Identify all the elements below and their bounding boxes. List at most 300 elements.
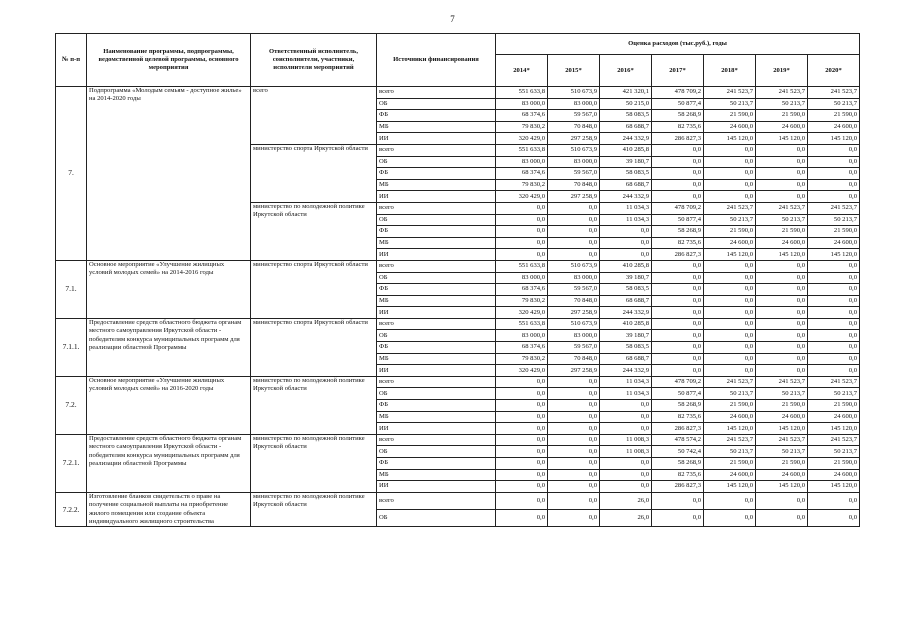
cost-value: 241 523,7 <box>756 376 808 388</box>
cost-value: 50 213,7 <box>808 446 860 458</box>
cost-value: 0,0 <box>704 342 756 354</box>
cost-value: 0,0 <box>756 353 808 365</box>
cost-value: 0,0 <box>496 237 548 249</box>
cost-value: 244 332,9 <box>600 191 652 203</box>
year-header: 2018* <box>704 55 756 87</box>
cost-value: 83 000,0 <box>548 98 600 110</box>
cost-value: 0,0 <box>652 156 704 168</box>
cost-value: 50 213,7 <box>756 214 808 226</box>
cost-value: 83 000,0 <box>548 272 600 284</box>
cost-value: 0,0 <box>808 156 860 168</box>
cost-value: 0,0 <box>652 353 704 365</box>
cost-value: 50 742,4 <box>652 446 704 458</box>
cost-value: 0,0 <box>652 342 704 354</box>
cost-value: 244 332,9 <box>600 133 652 145</box>
cost-value: 0,0 <box>548 376 600 388</box>
funding-source: ОБ <box>377 98 496 110</box>
cost-value: 421 320,1 <box>600 87 652 99</box>
cost-value: 0,0 <box>704 510 756 527</box>
table-row <box>56 434 860 446</box>
cost-value: 510 673,9 <box>548 144 600 156</box>
cost-value: 0,0 <box>704 330 756 342</box>
cost-value: 83 000,0 <box>496 330 548 342</box>
cost-value: 82 735,6 <box>652 469 704 481</box>
cost-value: 0,0 <box>756 144 808 156</box>
cost-value: 50 215,0 <box>600 98 652 110</box>
cost-value: 0,0 <box>808 510 860 527</box>
cost-value: 145 120,0 <box>704 423 756 435</box>
cost-value: 83 000,0 <box>496 98 548 110</box>
cost-value: 0,0 <box>756 318 808 330</box>
cost-value: 0,0 <box>808 191 860 203</box>
cost-value: 241 523,7 <box>756 202 808 214</box>
cost-value: 0,0 <box>652 330 704 342</box>
funding-source: всего <box>377 87 496 99</box>
cost-value: 83 000,0 <box>548 156 600 168</box>
cost-value: 82 735,6 <box>652 121 704 133</box>
cost-value: 510 673,9 <box>548 260 600 272</box>
cost-value: 50 213,7 <box>808 388 860 400</box>
cost-value: 0,0 <box>548 411 600 423</box>
cost-value: 0,0 <box>548 214 600 226</box>
cost-value: 11 034,3 <box>600 214 652 226</box>
cost-value: 50 213,7 <box>704 388 756 400</box>
header-num: № п-п <box>56 34 87 87</box>
cost-value: 79 830,2 <box>496 353 548 365</box>
cost-value: 24 600,0 <box>756 411 808 423</box>
cost-value: 0,0 <box>496 226 548 238</box>
cost-value: 478 574,2 <box>652 434 704 446</box>
cost-value: 79 830,2 <box>496 179 548 191</box>
cost-value: 21 590,0 <box>808 458 860 470</box>
cost-value: 0,0 <box>704 295 756 307</box>
cost-value: 0,0 <box>704 272 756 284</box>
cost-value: 478 709,2 <box>652 376 704 388</box>
cost-value: 0,0 <box>808 307 860 319</box>
table-row <box>56 318 860 330</box>
cost-value: 286 827,3 <box>652 481 704 493</box>
funding-source: МБ <box>377 237 496 249</box>
header-funding-source: Источники финансирования <box>377 34 496 87</box>
page-number: 7 <box>450 14 455 24</box>
cost-value: 0,0 <box>496 446 548 458</box>
cost-value: 24 600,0 <box>704 121 756 133</box>
cost-value: 241 523,7 <box>808 376 860 388</box>
cost-value: 145 120,0 <box>808 423 860 435</box>
cost-value: 26,0 <box>600 510 652 527</box>
row-number: 7.1. <box>56 260 87 318</box>
cost-value: 0,0 <box>652 492 704 509</box>
cost-value: 0,0 <box>808 144 860 156</box>
cost-value: 286 827,3 <box>652 249 704 261</box>
cost-value: 0,0 <box>496 214 548 226</box>
cost-value: 0,0 <box>704 318 756 330</box>
cost-value: 0,0 <box>496 458 548 470</box>
responsible-executor: всего <box>251 87 377 145</box>
funding-source: ФБ <box>377 226 496 238</box>
cost-value: 241 523,7 <box>704 434 756 446</box>
cost-value: 21 590,0 <box>756 458 808 470</box>
cost-value: 0,0 <box>808 365 860 377</box>
cost-value: 0,0 <box>548 400 600 412</box>
cost-value: 58 083,5 <box>600 342 652 354</box>
cost-value: 510 673,9 <box>548 318 600 330</box>
funding-source: ОБ <box>377 330 496 342</box>
cost-value: 11 034,3 <box>600 376 652 388</box>
funding-source: всего <box>377 376 496 388</box>
cost-value: 0,0 <box>756 284 808 296</box>
funding-source: ИИ <box>377 249 496 261</box>
cost-value: 68 374,6 <box>496 168 548 180</box>
cost-value: 0,0 <box>548 481 600 493</box>
cost-value: 320 429,0 <box>496 191 548 203</box>
cost-value: 0,0 <box>704 260 756 272</box>
cost-value: 244 332,9 <box>600 307 652 319</box>
cost-value: 551 633,8 <box>496 87 548 99</box>
cost-value: 241 523,7 <box>756 434 808 446</box>
cost-value: 0,0 <box>756 365 808 377</box>
cost-value: 58 083,5 <box>600 284 652 296</box>
cost-value: 24 600,0 <box>704 411 756 423</box>
cost-value: 58 268,9 <box>652 226 704 238</box>
cost-value: 0,0 <box>548 510 600 527</box>
cost-value: 68 688,7 <box>600 295 652 307</box>
cost-value: 0,0 <box>808 272 860 284</box>
cost-value: 24 600,0 <box>808 121 860 133</box>
cost-value: 0,0 <box>548 423 600 435</box>
cost-value: 0,0 <box>496 423 548 435</box>
cost-value: 21 590,0 <box>756 400 808 412</box>
cost-value: 551 633,8 <box>496 260 548 272</box>
cost-value: 0,0 <box>652 295 704 307</box>
funding-source: ФБ <box>377 342 496 354</box>
row-number: 7. <box>56 87 87 261</box>
cost-value: 24 600,0 <box>704 237 756 249</box>
cost-value: 11 034,3 <box>600 202 652 214</box>
funding-source: МБ <box>377 353 496 365</box>
cost-value: 320 429,0 <box>496 365 548 377</box>
cost-value: 0,0 <box>652 365 704 377</box>
cost-value: 0,0 <box>704 307 756 319</box>
cost-value: 0,0 <box>600 469 652 481</box>
program-name: Основное мероприятие «Улучшение жилищных условий молодых семей» на 2014-2016 годы <box>87 260 251 318</box>
cost-value: 0,0 <box>704 191 756 203</box>
cost-value: 478 709,2 <box>652 202 704 214</box>
cost-value: 297 258,9 <box>548 307 600 319</box>
cost-value: 50 213,7 <box>756 388 808 400</box>
table-row <box>56 87 860 99</box>
cost-value: 0,0 <box>756 260 808 272</box>
cost-value: 0,0 <box>548 249 600 261</box>
funding-source: ИИ <box>377 481 496 493</box>
cost-value: 145 120,0 <box>756 481 808 493</box>
cost-value: 241 523,7 <box>808 434 860 446</box>
cost-value: 0,0 <box>600 400 652 412</box>
cost-value: 11 008,3 <box>600 434 652 446</box>
funding-source: МБ <box>377 121 496 133</box>
cost-value: 0,0 <box>652 307 704 319</box>
cost-value: 0,0 <box>600 237 652 249</box>
cost-value: 0,0 <box>652 168 704 180</box>
cost-value: 24 600,0 <box>756 237 808 249</box>
cost-value: 551 633,8 <box>496 144 548 156</box>
cost-value: 39 180,7 <box>600 156 652 168</box>
cost-value: 21 590,0 <box>808 226 860 238</box>
cost-value: 0,0 <box>704 144 756 156</box>
cost-value: 0,0 <box>652 191 704 203</box>
cost-value: 82 735,6 <box>652 411 704 423</box>
cost-value: 24 600,0 <box>756 469 808 481</box>
row-number: 7.2. <box>56 376 87 434</box>
table-row <box>56 492 860 509</box>
cost-value: 0,0 <box>496 388 548 400</box>
table-row <box>56 260 860 272</box>
cost-value: 21 590,0 <box>756 226 808 238</box>
table-row <box>56 376 860 388</box>
cost-value: 145 120,0 <box>808 249 860 261</box>
cost-value: 0,0 <box>548 237 600 249</box>
cost-value: 0,0 <box>548 446 600 458</box>
funding-source: всего <box>377 434 496 446</box>
cost-value: 286 827,3 <box>652 423 704 435</box>
year-header: 2016* <box>600 55 652 87</box>
expenditure-table <box>55 33 860 527</box>
cost-value: 297 258,9 <box>548 133 600 145</box>
funding-source: МБ <box>377 179 496 191</box>
funding-source: ИИ <box>377 191 496 203</box>
cost-value: 58 268,9 <box>652 400 704 412</box>
cost-value: 0,0 <box>756 191 808 203</box>
cost-value: 241 523,7 <box>808 87 860 99</box>
cost-value: 0,0 <box>704 365 756 377</box>
cost-value: 0,0 <box>600 249 652 261</box>
funding-source: всего <box>377 260 496 272</box>
cost-value: 0,0 <box>808 330 860 342</box>
cost-value: 68 374,6 <box>496 110 548 122</box>
cost-value: 11 034,3 <box>600 388 652 400</box>
responsible-executor: министерство спорта Иркутской области <box>251 318 377 376</box>
cost-value: 58 268,9 <box>652 458 704 470</box>
cost-value: 478 709,2 <box>652 87 704 99</box>
cost-value: 0,0 <box>496 492 548 509</box>
program-name: Основное мероприятие «Улучшение жилищных условий молодых семей» на 2016-2020 годы <box>87 376 251 434</box>
year-header: 2020* <box>808 55 860 87</box>
responsible-executor: министерство по молодежной политике Иркутской области <box>251 202 377 260</box>
cost-value: 58 083,5 <box>600 168 652 180</box>
cost-value: 68 374,6 <box>496 342 548 354</box>
header-costs: Оценка расходов (тыс.руб.), годы <box>496 34 860 55</box>
cost-value: 410 285,8 <box>600 318 652 330</box>
cost-value: 0,0 <box>600 411 652 423</box>
cost-value: 0,0 <box>704 284 756 296</box>
table-body <box>56 87 860 527</box>
cost-value: 50 213,7 <box>756 446 808 458</box>
cost-value: 0,0 <box>704 168 756 180</box>
cost-value: 21 590,0 <box>756 110 808 122</box>
funding-source: ИИ <box>377 423 496 435</box>
funding-source: ОБ <box>377 510 496 527</box>
cost-value: 244 332,9 <box>600 365 652 377</box>
cost-value: 59 567,0 <box>548 168 600 180</box>
funding-source: ОБ <box>377 446 496 458</box>
cost-value: 320 429,0 <box>496 133 548 145</box>
cost-value: 0,0 <box>652 318 704 330</box>
cost-value: 0,0 <box>704 353 756 365</box>
cost-value: 0,0 <box>548 226 600 238</box>
cost-value: 145 120,0 <box>704 133 756 145</box>
funding-source: ФБ <box>377 284 496 296</box>
cost-value: 241 523,7 <box>704 202 756 214</box>
cost-value: 0,0 <box>756 272 808 284</box>
cost-value: 0,0 <box>652 510 704 527</box>
cost-value: 0,0 <box>600 481 652 493</box>
responsible-executor: министерство спорта Иркутской области <box>251 260 377 318</box>
cost-value: 50 213,7 <box>808 98 860 110</box>
cost-value: 0,0 <box>756 510 808 527</box>
funding-source: ОБ <box>377 156 496 168</box>
cost-value: 0,0 <box>548 388 600 400</box>
cost-value: 320 429,0 <box>496 307 548 319</box>
responsible-executor: министерство спорта Иркутской области <box>251 144 377 202</box>
program-name: Предоставление средств областного бюджета органам местного самоуправления Иркутской области - победителям конкурса муниципальных программ для реализации областной Программы <box>87 318 251 376</box>
cost-value: 0,0 <box>548 458 600 470</box>
cost-value: 0,0 <box>496 510 548 527</box>
cost-value: 145 120,0 <box>756 423 808 435</box>
funding-source: ИИ <box>377 307 496 319</box>
cost-value: 50 877,4 <box>652 214 704 226</box>
cost-value: 0,0 <box>704 492 756 509</box>
cost-value: 0,0 <box>548 434 600 446</box>
cost-value: 70 848,0 <box>548 179 600 191</box>
cost-value: 68 688,7 <box>600 179 652 191</box>
cost-value: 0,0 <box>600 423 652 435</box>
cost-value: 0,0 <box>652 284 704 296</box>
cost-value: 83 000,0 <box>548 330 600 342</box>
cost-value: 0,0 <box>808 168 860 180</box>
program-name: Изготовление бланков свидетельств о праве на получение социальной выплаты на приобретение жилого помещения или создание объекта индивидуального жилищного строительства <box>87 492 251 527</box>
program-name: Предоставление средств областного бюджета органам местного самоуправления Иркутской области - победителям конкурса муниципальных программ для реализации областной Программы <box>87 434 251 492</box>
cost-value: 0,0 <box>808 492 860 509</box>
cost-value: 70 848,0 <box>548 121 600 133</box>
cost-value: 0,0 <box>600 458 652 470</box>
cost-value: 79 830,2 <box>496 295 548 307</box>
funding-source: ОБ <box>377 214 496 226</box>
cost-value: 0,0 <box>756 156 808 168</box>
cost-value: 0,0 <box>496 434 548 446</box>
cost-value: 21 590,0 <box>808 110 860 122</box>
funding-source: МБ <box>377 469 496 481</box>
year-header: 2014* <box>496 55 548 87</box>
year-header: 2017* <box>652 55 704 87</box>
cost-value: 0,0 <box>548 492 600 509</box>
funding-source: ИИ <box>377 365 496 377</box>
funding-source: ФБ <box>377 400 496 412</box>
cost-value: 50 213,7 <box>704 446 756 458</box>
cost-value: 145 120,0 <box>756 249 808 261</box>
cost-value: 0,0 <box>496 411 548 423</box>
header-responsible: Ответственный исполнитель, соисполнители, участники, исполнители мероприятий <box>251 34 377 87</box>
cost-value: 410 285,8 <box>600 144 652 156</box>
funding-source: МБ <box>377 411 496 423</box>
cost-value: 0,0 <box>548 202 600 214</box>
cost-value: 241 523,7 <box>756 87 808 99</box>
cost-value: 50 877,4 <box>652 388 704 400</box>
cost-value: 39 180,7 <box>600 330 652 342</box>
row-number: 7.2.1. <box>56 434 87 492</box>
row-number: 7.1.1. <box>56 318 87 376</box>
cost-value: 0,0 <box>808 353 860 365</box>
cost-value: 0,0 <box>652 272 704 284</box>
cost-value: 145 120,0 <box>808 481 860 493</box>
funding-source: ФБ <box>377 458 496 470</box>
cost-value: 11 008,3 <box>600 446 652 458</box>
cost-value: 21 590,0 <box>808 400 860 412</box>
cost-value: 50 213,7 <box>808 214 860 226</box>
cost-value: 0,0 <box>808 318 860 330</box>
cost-value: 0,0 <box>756 342 808 354</box>
cost-value: 241 523,7 <box>704 87 756 99</box>
cost-value: 0,0 <box>756 492 808 509</box>
cost-value: 0,0 <box>652 144 704 156</box>
cost-value: 26,0 <box>600 492 652 509</box>
funding-source: всего <box>377 144 496 156</box>
funding-source: ИИ <box>377 133 496 145</box>
cost-value: 0,0 <box>808 260 860 272</box>
cost-value: 297 258,9 <box>548 365 600 377</box>
cost-value: 0,0 <box>756 179 808 191</box>
cost-value: 59 567,0 <box>548 342 600 354</box>
cost-value: 145 120,0 <box>704 249 756 261</box>
cost-value: 50 877,4 <box>652 98 704 110</box>
header-row <box>56 34 860 55</box>
cost-value: 50 213,7 <box>756 98 808 110</box>
header-name: Наименование программы, подпрограммы, ведомственной целевой программы, основного мероприятия <box>87 34 251 87</box>
cost-value: 0,0 <box>496 481 548 493</box>
cost-value: 0,0 <box>652 179 704 191</box>
cost-value: 82 735,6 <box>652 237 704 249</box>
cost-value: 79 830,2 <box>496 121 548 133</box>
cost-value: 0,0 <box>496 249 548 261</box>
funding-source: ОБ <box>377 272 496 284</box>
cost-value: 39 180,7 <box>600 272 652 284</box>
cost-value: 0,0 <box>496 400 548 412</box>
cost-value: 0,0 <box>496 202 548 214</box>
cost-value: 0,0 <box>756 168 808 180</box>
cost-value: 70 848,0 <box>548 353 600 365</box>
cost-value: 241 523,7 <box>704 376 756 388</box>
cost-value: 0,0 <box>808 179 860 191</box>
cost-value: 24 600,0 <box>808 237 860 249</box>
cost-value: 145 120,0 <box>704 481 756 493</box>
funding-source: всего <box>377 202 496 214</box>
cost-value: 21 590,0 <box>704 110 756 122</box>
cost-value: 145 120,0 <box>756 133 808 145</box>
funding-source: МБ <box>377 295 496 307</box>
funding-source: всего <box>377 318 496 330</box>
cost-value: 286 827,3 <box>652 133 704 145</box>
cost-value: 83 000,0 <box>496 156 548 168</box>
cost-value: 0,0 <box>756 307 808 319</box>
cost-value: 0,0 <box>756 330 808 342</box>
cost-value: 145 120,0 <box>808 133 860 145</box>
cost-value: 0,0 <box>704 179 756 191</box>
cost-value: 24 600,0 <box>808 469 860 481</box>
cost-value: 59 567,0 <box>548 284 600 296</box>
cost-value: 24 600,0 <box>704 469 756 481</box>
cost-value: 0,0 <box>756 295 808 307</box>
cost-value: 68 688,7 <box>600 353 652 365</box>
funding-source: ФБ <box>377 110 496 122</box>
